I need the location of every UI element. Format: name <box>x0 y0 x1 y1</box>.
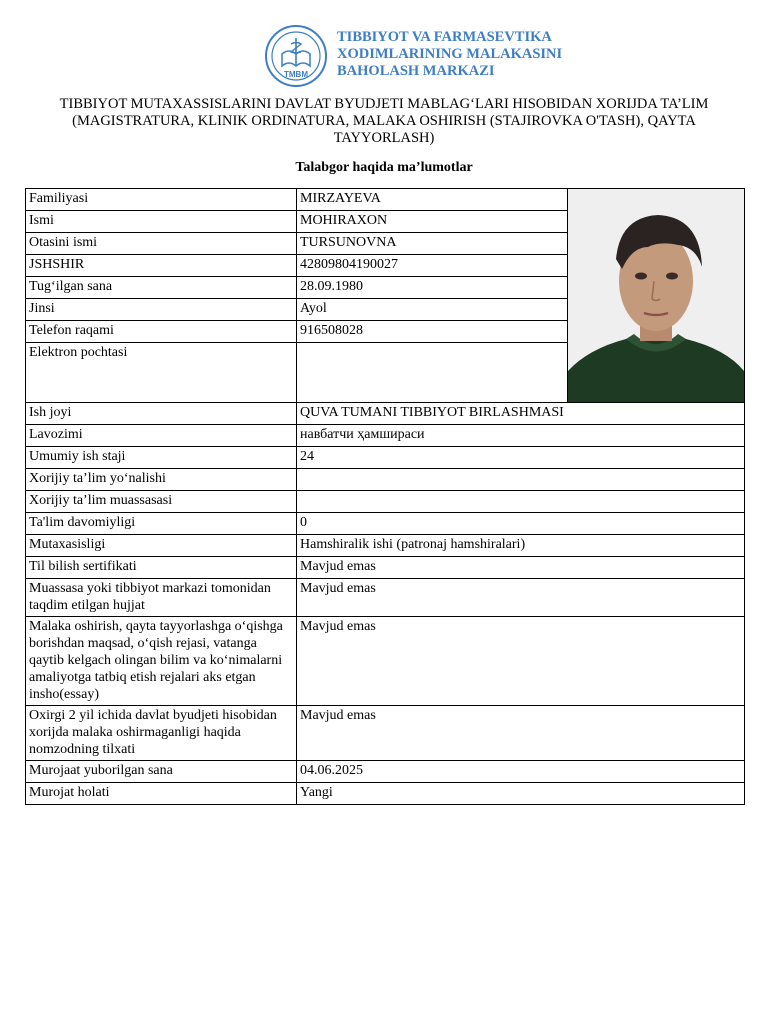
field-value: Mavjud emas <box>297 617 745 706</box>
field-value: Yangi <box>297 783 745 805</box>
field-label: Murojat holati <box>26 783 297 805</box>
field-label: Oxirgi 2 yil ichida davlat byudjeti hisobidan xorijda malaka oshirmaganligi haqida nomzodning tilxati <box>26 706 297 761</box>
field-label: Murojaat yuborilgan sana <box>26 761 297 783</box>
field-value: 0 <box>297 513 745 535</box>
table-row <box>26 617 745 706</box>
field-label: Elektron pochtasi <box>26 343 297 403</box>
document-title <box>30 96 738 147</box>
field-value: QUVA TUMANI TIBBIYOT BIRLASHMASI <box>297 403 745 425</box>
field-label: Ish joyi <box>26 403 297 425</box>
organization-name-line: TIBBIYOT VA FARMASEVTIKA <box>337 29 552 45</box>
applicant-info-table <box>25 188 745 805</box>
svg-text:TMBM: TMBM <box>284 70 308 79</box>
field-value: 24 <box>297 447 745 469</box>
applicant-photo <box>568 189 744 402</box>
section-subtitle: Talabgor haqida ma’lumotlar <box>295 160 473 175</box>
field-label: Otasini ismi <box>26 233 297 255</box>
organization-name-line: XODIMLARINING MALAKASINI <box>337 46 563 62</box>
field-value: 28.09.1980 <box>297 277 568 299</box>
field-value <box>297 469 745 491</box>
organization-name <box>337 29 562 80</box>
field-label: Umumiy ish staji <box>26 447 297 469</box>
field-label: Familiyasi <box>26 189 297 211</box>
table-row <box>26 706 745 761</box>
field-value: Mavjud emas <box>297 706 745 761</box>
field-label: Jinsi <box>26 299 297 321</box>
field-value: Mavjud emas <box>297 579 745 617</box>
field-value: 916508028 <box>297 321 568 343</box>
organization-logo <box>264 24 328 88</box>
header <box>264 24 624 88</box>
table-row <box>26 469 745 491</box>
field-value: MIRZAYEVA <box>297 189 568 211</box>
field-label: Til bilish sertifikati <box>26 557 297 579</box>
field-value: 04.06.2025 <box>297 761 745 783</box>
field-value: 42809804190027 <box>297 255 568 277</box>
organization-name-line: BAHOLASH MARKAZI <box>337 63 495 79</box>
field-label: Telefon raqami <box>26 321 297 343</box>
field-value: Mavjud emas <box>297 557 745 579</box>
field-label: Lavozimi <box>26 425 297 447</box>
table-row <box>26 761 745 783</box>
field-label: Xorijiy ta’lim yo‘nalishi <box>26 469 297 491</box>
document-title-line: TAYYORLASH) <box>333 130 435 146</box>
table-row <box>26 579 745 617</box>
field-value: навбатчи ҳамшираси <box>297 425 745 447</box>
table-row <box>26 425 745 447</box>
document-title-line: (MAGISTRATURA, KLINIK ORDINATURA, MALAKA OSHIRISH (STAJIROVKA O'TASH), QAYTA <box>72 113 696 129</box>
field-label: Ismi <box>26 211 297 233</box>
field-label: Muassasa yoki tibbiyot markazi tomonidan taqdim etilgan hujjat <box>26 579 297 617</box>
field-value <box>297 491 745 513</box>
field-label: Tug‘ilgan sana <box>26 277 297 299</box>
table-row <box>26 491 745 513</box>
field-value: Hamshiralik ishi (patronaj hamshiralari) <box>297 535 745 557</box>
field-label: JSHSHIR <box>26 255 297 277</box>
field-label: Xorijiy ta’lim muassasasi <box>26 491 297 513</box>
field-value: Ayol <box>297 299 568 321</box>
field-value <box>297 343 568 403</box>
field-label: Malaka oshirish, qayta tayyorlashga o‘qishga borishdan maqsad, o‘qish rejasi, vatanga qaytib kelgach olingan bilim va ko‘nimalarni amaliyotga tatbiq etish rejalari aks etgan insho(essay) <box>26 617 297 706</box>
field-value: TURSUNOVNA <box>297 233 568 255</box>
table-row <box>26 403 745 425</box>
table-row <box>26 513 745 535</box>
document-title-line: TIBBIYOT MUTAXASSISLARINI DAVLAT BYUDJETI MABLAG‘LARI HISOBIDAN XORIJDA TA’LIM <box>59 96 709 112</box>
table-row <box>26 557 745 579</box>
table-row <box>26 189 745 211</box>
table-row <box>26 535 745 557</box>
photo-cell <box>568 189 745 403</box>
table-row <box>26 783 745 805</box>
field-value: MOHIRAXON <box>297 211 568 233</box>
field-label: Ta'lim davomiyligi <box>26 513 297 535</box>
table-row <box>26 447 745 469</box>
field-label: Mutaxasisligi <box>26 535 297 557</box>
